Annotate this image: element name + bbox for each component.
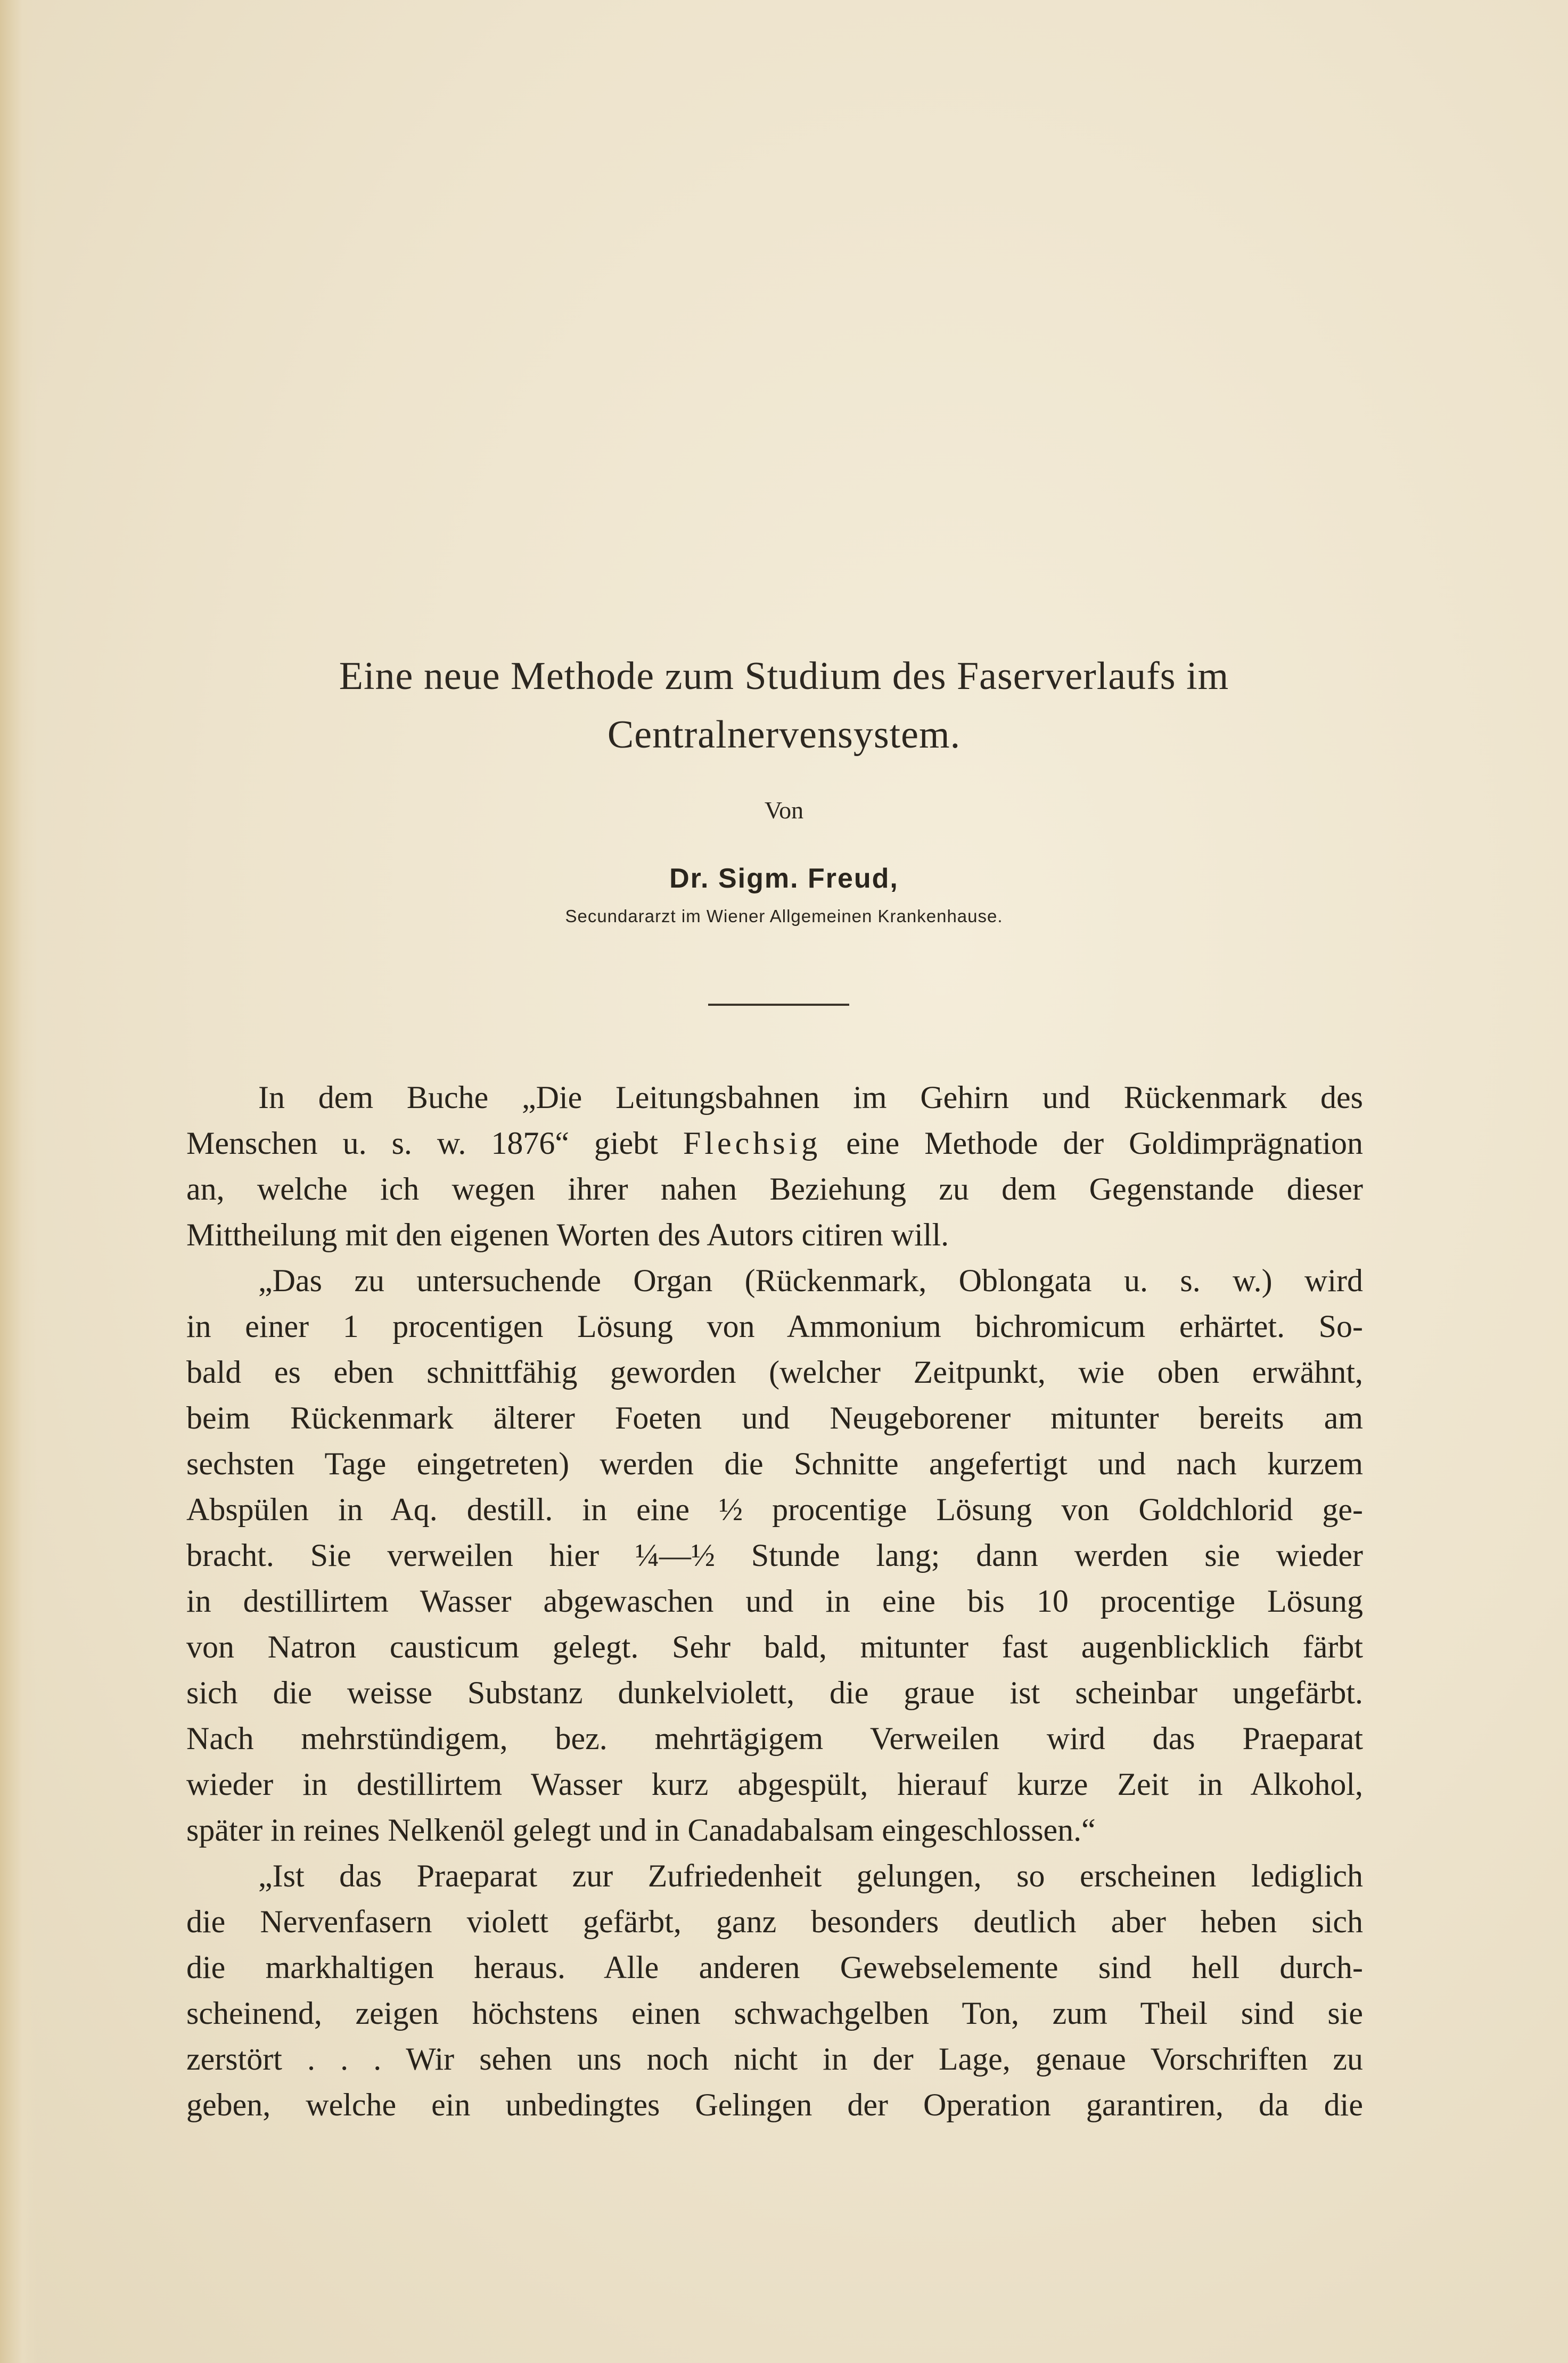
text-line — [186, 1120, 1363, 1166]
text-line — [186, 1166, 1363, 1212]
text-line — [186, 1807, 1363, 1853]
title-line-2: Centralnervensystem. — [607, 713, 961, 757]
text-line — [186, 2082, 1363, 2128]
text-line — [186, 1212, 1363, 1258]
text-span: die Nervenfasern violett gefärbt, ganz besonders deutlich aber heben sich — [186, 1904, 1363, 1939]
text-span: In dem Buche „Die Leitungsbahnen im Gehirn und Rückenmark des — [258, 1080, 1363, 1115]
text-line — [186, 1761, 1363, 1807]
text-span: von Natron causticum gelegt. Sehr bald, mitunter fast augenblicklich färbt — [186, 1629, 1363, 1664]
text-span: „Das zu untersuchende Organ (Rückenmark, Oblongata u. s. w.) wird — [258, 1263, 1363, 1298]
text-line — [186, 1487, 1363, 1532]
text-span: später in reines Nelkenöl gelegt und in Canadabalsam eingeschlossen.“ — [186, 1812, 1096, 1848]
text-span: scheinend, zeigen höchstens einen schwachgelben Ton, zum Theil sind sie — [186, 1996, 1363, 2031]
author-affiliation: Secundararzt im Wiener Allgemeinen Krankenhause. — [565, 906, 1003, 926]
author-name: Dr. Sigm. Freud, — [669, 863, 899, 894]
text-span: sechsten Tage eingetreten) werden die Schnitte angefertigt und nach kurzem — [186, 1446, 1363, 1481]
text-line — [186, 1258, 1363, 1303]
text-span: bracht. Sie verweilen hier ¼—½ Stunde lang; dann werden sie wieder — [186, 1538, 1363, 1573]
text-span: an, welche ich wegen ihrer nahen Beziehung zu dem Gegenstande dieser — [186, 1171, 1363, 1207]
text-span: bald es eben schnittfähig geworden (welcher Zeitpunkt, wie oben erwähnt, — [186, 1355, 1363, 1390]
article-title — [160, 647, 1408, 764]
text-span: „Ist das Praeparat zur Zufriedenheit gelungen, so erscheinen lediglich — [258, 1858, 1363, 1893]
text-span: Nach mehrstündigem, bez. mehrtägigem Verweilen wird das Praeparat — [186, 1721, 1363, 1756]
text-span: die markhaltigen heraus. Alle anderen Gewebselemente sind hell durch- — [186, 1950, 1363, 1985]
text-span: Mittheilung mit den eigenen Worten des Autors citiren will. — [186, 1217, 949, 1252]
text-line — [186, 1303, 1363, 1349]
text-span: zerstört . . . Wir sehen uns noch nicht in der Lage, genaue Vorschriften zu — [186, 2041, 1363, 2077]
text-span: in destillirtem Wasser abgewaschen und in eine bis 10 procentige Lösung — [186, 1583, 1363, 1619]
text-line — [186, 1990, 1363, 2036]
text-span: sich die weisse Substanz dunkelviolett, die graue ist scheinbar ungefärbt. — [186, 1675, 1363, 1710]
text-line — [186, 1349, 1363, 1395]
author-reference: Flechsig — [683, 1126, 822, 1161]
text-line — [186, 1578, 1363, 1624]
text-line — [186, 1899, 1363, 1944]
text-span: geben, welche ein unbedingtes Gelingen der Operation garantiren, da die — [186, 2087, 1363, 2122]
text-line — [186, 1532, 1363, 1578]
text-line — [186, 1716, 1363, 1761]
title-line-1: Eine neue Methode zum Studium des Faserverlaufs im — [339, 654, 1229, 698]
text-line — [186, 1670, 1363, 1716]
text-line — [186, 1441, 1363, 1487]
text-span: Menschen u. s. w. 1876“ giebt — [186, 1126, 683, 1161]
byline-von: Von — [764, 797, 804, 824]
text-span: in einer 1 procentigen Lösung von Ammonium bichromicum erhärtet. So- — [186, 1309, 1363, 1344]
text-span: Abspülen in Aq. destill. in eine ½ procentige Lösung von Goldchlorid ge- — [186, 1492, 1363, 1527]
text-span: beim Rückenmark älterer Foeten und Neugeborener mitunter bereits am — [186, 1400, 1363, 1435]
text-line — [186, 1395, 1363, 1441]
text-line — [186, 1074, 1363, 1120]
article-body — [186, 1074, 1363, 2128]
text-line — [186, 1853, 1363, 1899]
text-line — [186, 2036, 1363, 2082]
section-divider — [708, 1004, 849, 1006]
text-line — [186, 1624, 1363, 1670]
text-line — [186, 1944, 1363, 1990]
show-through-bleed — [176, 160, 1368, 1065]
text-span: wieder in destillirtem Wasser kurz abgespült, hierauf kurze Zeit in Alkohol, — [186, 1767, 1363, 1802]
text-span: eine Methode der Goldimprägnation — [821, 1126, 1364, 1161]
